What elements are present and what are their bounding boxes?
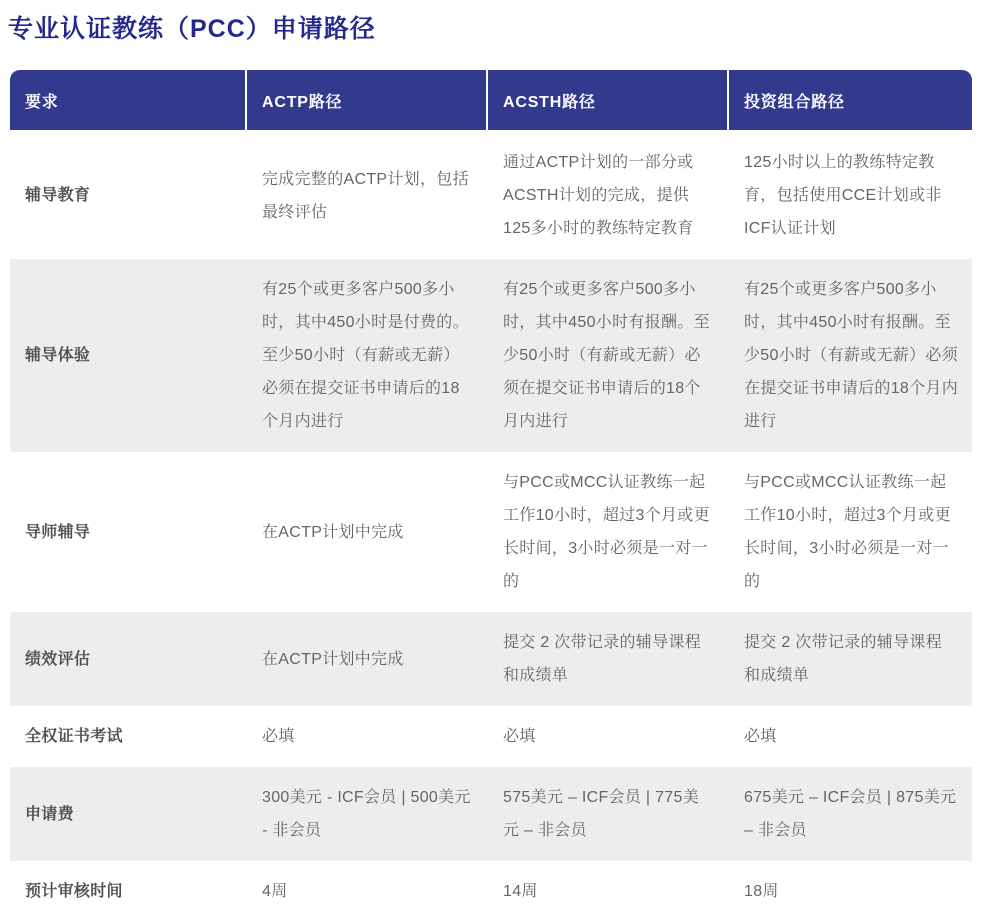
cell-actp: 4周 bbox=[262, 883, 288, 900]
table-row bbox=[10, 132, 972, 259]
table-header-row bbox=[10, 70, 972, 130]
cell-actp: 必填 bbox=[262, 728, 295, 745]
cell-acsth: 通过ACTP计划的一部分或ACSTH计划的完成，提供125多小时的教练特定教育 bbox=[503, 154, 694, 237]
cell-acsth: 提交 2 次带记录的辅导课程和成绩单 bbox=[503, 634, 701, 684]
cell-portfolio: 必填 bbox=[744, 728, 777, 745]
cell-acsth: 与PCC或MCC认证教练一起工作10小时，超过3个月或更长时间，3小时必须是一对一的 bbox=[503, 474, 710, 590]
table-row bbox=[10, 259, 972, 452]
column-header-acsth-path: ACSTH路径 bbox=[488, 70, 727, 130]
cell-requirement-label: 绩效评估 bbox=[25, 650, 91, 668]
table-row bbox=[10, 861, 972, 922]
cell-acsth: 575美元 – ICF会员 | 775美元 – 非会员 bbox=[503, 789, 699, 839]
cell-actp: 有25个或更多客户500多小时，其中450小时是付费的。至少50小时（有薪或无薪）必须在提交证书申请后的18个月内进行 bbox=[262, 281, 469, 430]
cell-actp: 300美元 - ICF会员 | 500美元 - 非会员 bbox=[262, 789, 471, 839]
table-row bbox=[10, 706, 972, 767]
cell-portfolio: 18周 bbox=[744, 883, 779, 900]
cell-portfolio: 提交 2 次带记录的辅导课程和成绩单 bbox=[744, 634, 942, 684]
page-title: 专业认证教练（PCC）申请路径 bbox=[8, 15, 376, 43]
cell-requirement-label: 申请费 bbox=[25, 805, 74, 823]
cell-requirement-label: 导师辅导 bbox=[25, 523, 91, 541]
column-header-portfolio-path: 投资组合路径 bbox=[729, 70, 972, 130]
cell-acsth: 14周 bbox=[503, 883, 538, 900]
table-row bbox=[10, 612, 972, 706]
cell-portfolio: 与PCC或MCC认证教练一起工作10小时，超过3个月或更长时间，3小时必须是一对一的 bbox=[744, 474, 951, 590]
cell-requirement-label: 辅导体验 bbox=[25, 347, 91, 364]
cell-actp: 在ACTP计划中完成 bbox=[262, 523, 404, 541]
column-header-actp-path: ACTP路径 bbox=[247, 70, 486, 130]
column-header-requirement: 要求 bbox=[10, 70, 245, 130]
cell-actp: 在ACTP计划中完成 bbox=[262, 650, 404, 668]
cell-requirement-label: 辅导教育 bbox=[25, 187, 91, 204]
cell-requirement-label: 全权证书考试 bbox=[25, 728, 123, 745]
cell-acsth: 有25个或更多客户500多小时，其中450小时有报酬。至少50小时（有薪或无薪）必须在提交证书申请后的18个月内进行 bbox=[503, 281, 710, 430]
cell-portfolio: 125小时以上的教练特定教育，包括使用CCE计划或非ICF认证计划 bbox=[744, 154, 942, 237]
table-row bbox=[10, 767, 972, 861]
cell-requirement-label: 预计审核时间 bbox=[25, 883, 123, 900]
cell-portfolio: 有25个或更多客户500多小时，其中450小时有报酬。至少50小时（有薪或无薪）必须在提交证书申请后的18个月内进行 bbox=[744, 281, 958, 430]
table-row bbox=[10, 452, 972, 612]
pcc-application-paths-table bbox=[10, 70, 972, 922]
cell-portfolio: 675美元 – ICF会员 | 875美元 – 非会员 bbox=[744, 789, 957, 839]
cell-acsth: 必填 bbox=[503, 728, 536, 745]
cell-actp: 完成完整的ACTP计划，包括最终评估 bbox=[262, 170, 469, 221]
